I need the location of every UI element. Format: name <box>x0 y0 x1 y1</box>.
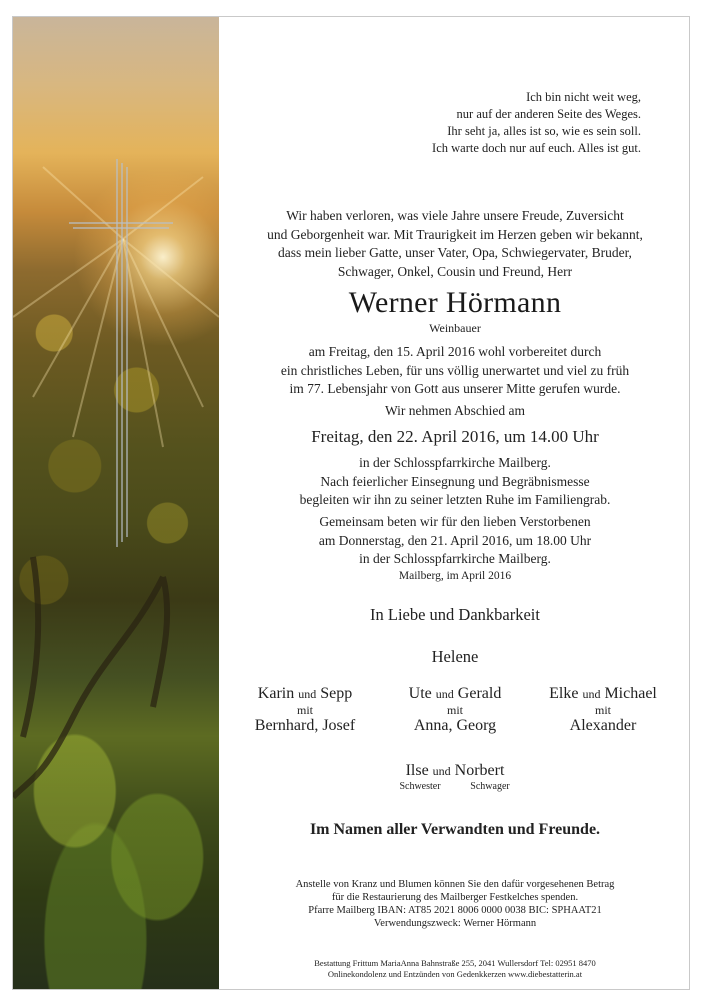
und-label: und <box>298 687 317 701</box>
farewell-line: Wir nehmen Abschied am <box>384 403 526 418</box>
poem-line: nur auf der anderen Seite des Weges. <box>456 107 641 121</box>
vineyard-cross-photo <box>13 17 219 989</box>
prayer-line: Gemeinsam beten wir für den lieben Verstorbenen <box>319 514 591 529</box>
sister-name: Ilse <box>405 762 429 779</box>
church-line: begleiten wir ihn zu seiner letzten Ruhe im Familiengrab. <box>299 492 611 507</box>
mit-label: mit <box>446 703 463 717</box>
und-label: und <box>435 687 454 701</box>
death-line: im 77. Lebensjahr von Gott aus unserer Mitte gerufen wurde. <box>289 381 621 396</box>
poem <box>432 89 641 157</box>
donation-line: für die Restaurierung des Mailberger Festkelches spenden. <box>331 892 579 903</box>
place-date: Mailberg, im April 2016 <box>398 570 512 582</box>
partner-name: Sepp <box>320 685 353 702</box>
intro-line: und Geborgenheit war. Mit Traurigkeit im Herzen geben wir bekannt, <box>267 226 643 242</box>
grandchildren-names: Anna, Georg <box>413 717 497 734</box>
grandchildren-names: Alexander <box>569 717 637 734</box>
und-label: und <box>432 764 451 778</box>
first-name: Elke <box>549 685 579 702</box>
siblings-roles <box>219 781 690 792</box>
sister-role: Schwester <box>399 781 441 792</box>
couple-names <box>385 685 525 703</box>
deceased-occupation: Weinbauer <box>429 321 481 335</box>
intro-line: dass mein lieber Gatte, unser Vater, Opa, Schwiegervater, Bruder, <box>278 245 632 260</box>
parte-document <box>12 16 690 990</box>
funeral-home-line: Onlinekondolenz und Entzünden von Gedenkkerzen www.diebestatterin.at <box>327 969 583 979</box>
intro-text <box>219 207 690 281</box>
family-group <box>533 685 673 735</box>
church-info <box>219 454 690 510</box>
prayer-info <box>219 513 690 569</box>
couple-names <box>533 685 673 703</box>
deceased-name: Werner Hörmann <box>348 286 562 319</box>
donation-line: Pfarre Mailberg IBAN: AT85 2021 8006 0000 0038 BIC: SPHAAT21 <box>308 905 602 916</box>
siblings-names <box>219 762 690 780</box>
church-line: Nach feierlicher Einsegnung und Begräbnismesse <box>320 473 590 489</box>
poem-line: Ich warte doch nur auf euch. Alles ist gut. <box>432 141 641 155</box>
brother-in-law-name: Norbert <box>454 762 505 779</box>
funeral-home-line: Bestattung Frittum MariaAnna Bahnstraße 255, 2041 Wullersdorf Tel: 02951 8470 <box>314 958 596 968</box>
donation-line: Anstelle von Kranz und Blumen können Sie den dafür vorgesehenen Betrag <box>295 879 615 890</box>
death-line: ein christliches Leben, für uns völlig unerwartet und viel zu früh <box>280 362 630 378</box>
mit-label: mit <box>296 703 313 717</box>
donation-line: Verwendungszweck: Werner Hörmann <box>373 918 537 929</box>
cross-and-rays-graphic <box>13 17 219 989</box>
death-notice <box>219 343 690 399</box>
funeral-home-info <box>219 958 690 980</box>
partner-name: Michael <box>604 685 657 702</box>
partner-name: Gerald <box>457 685 502 702</box>
family-group <box>235 685 375 735</box>
und-label: und <box>582 687 601 701</box>
poem-line: Ich bin nicht weit weg, <box>526 90 641 104</box>
intro-line: Wir haben verloren, was viele Jahre unsere Freude, Zuversicht <box>286 208 624 223</box>
children-families <box>219 685 690 745</box>
funeral-date: Freitag, den 22. April 2016, um 14.00 Uhr <box>311 427 599 446</box>
cross-icon <box>69 159 173 547</box>
first-name: Ute <box>408 685 432 702</box>
couple-names <box>235 685 375 703</box>
donation-note <box>219 878 690 930</box>
mourners-heading: In Liebe und Dankbarkeit <box>370 605 540 624</box>
poem-line: Ihr seht ja, alles ist so, wie es sein soll. <box>447 124 641 138</box>
intro-line: Schwager, Onkel, Cousin und Freund, Herr <box>337 263 573 279</box>
mit-label: mit <box>594 703 611 717</box>
spouse-name: Helene <box>431 647 479 666</box>
closing-line: Im Namen aller Verwandten und Freunde. <box>309 821 601 838</box>
first-name: Karin <box>257 685 295 702</box>
family-group <box>385 685 525 735</box>
prayer-line: am Donnerstag, den 21. April 2016, um 18.00 Uhr <box>318 532 592 548</box>
death-line: am Freitag, den 15. April 2016 wohl vorbereitet durch <box>308 344 602 359</box>
prayer-line: in der Schlosspfarrkirche Mailberg. <box>359 551 551 566</box>
church-line: in der Schlosspfarrkirche Mailberg. <box>359 455 551 470</box>
vine-trunk <box>13 557 167 797</box>
brother-in-law-role: Schwager <box>470 781 510 792</box>
grandchildren-names: Bernhard, Josef <box>254 717 356 734</box>
